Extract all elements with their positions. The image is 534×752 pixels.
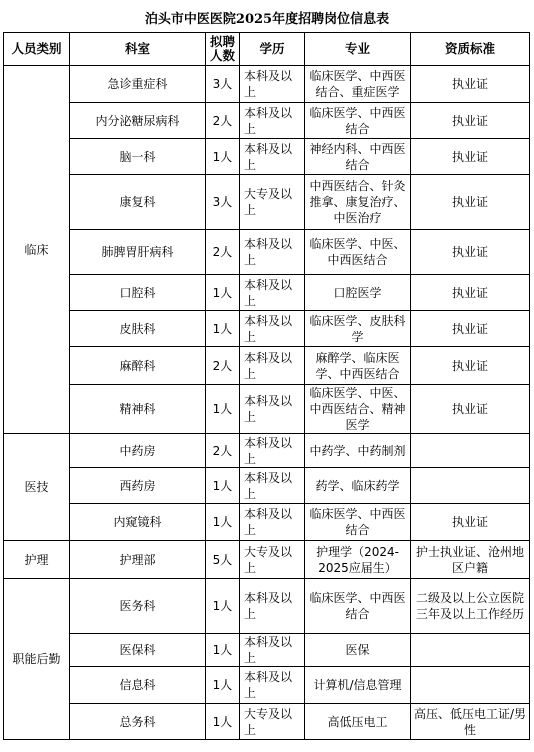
dept-cell: 内窥镜科	[70, 504, 206, 541]
edu-cell: 本科及以上	[240, 468, 305, 504]
count-cell: 2人	[206, 103, 240, 139]
qual-cell: 执业证	[411, 230, 530, 275]
edu-cell: 本科及以上	[240, 66, 305, 103]
dept-cell: 医务科	[70, 579, 206, 634]
dept-cell: 护理部	[70, 541, 206, 579]
table-row	[4, 541, 530, 579]
category-cell: 医技	[4, 434, 70, 541]
header-category: 人员类别	[4, 33, 70, 66]
major-cell: 临床医学、中医、中西医结合	[305, 230, 411, 275]
qual-cell: 执业证	[411, 139, 530, 175]
dept-cell: 急诊重症科	[70, 66, 206, 103]
edu-cell: 本科及以上	[240, 311, 305, 347]
major-cell: 中药学、中药制剂	[305, 434, 411, 468]
count-cell: 1人	[206, 275, 240, 311]
qual-cell: 执业证	[411, 66, 530, 103]
dept-cell: 医保科	[70, 634, 206, 667]
major-cell: 高低压电工	[305, 704, 411, 740]
edu-cell: 本科及以上	[240, 667, 305, 704]
header-major: 专业	[305, 33, 411, 66]
dept-cell: 中药房	[70, 434, 206, 468]
qual-cell: 执业证	[411, 385, 530, 434]
table-row	[4, 704, 530, 740]
table-row	[4, 66, 530, 103]
edu-cell: 大专及以上	[240, 175, 305, 230]
qual-cell	[411, 468, 530, 504]
table-row	[4, 504, 530, 541]
table-row	[4, 230, 530, 275]
table-row	[4, 434, 530, 468]
count-cell: 1人	[206, 468, 240, 504]
qual-cell: 执业证	[411, 347, 530, 385]
count-cell: 1人	[206, 579, 240, 634]
major-cell: 临床医学、中西医结合	[305, 579, 411, 634]
count-cell: 1人	[206, 634, 240, 667]
count-cell: 1人	[206, 667, 240, 704]
major-cell: 临床医学、皮肤科学	[305, 311, 411, 347]
qual-cell	[411, 434, 530, 468]
qual-cell: 护士执业证、沧州地区户籍	[411, 541, 530, 579]
qual-cell: 二级及以上公立医院三年及以上工作经历	[411, 579, 530, 634]
header-qual: 资质标准	[411, 33, 530, 66]
major-cell: 临床医学、中西医结合	[305, 504, 411, 541]
dept-cell: 精神科	[70, 385, 206, 434]
qual-cell: 执业证	[411, 175, 530, 230]
dept-cell: 西药房	[70, 468, 206, 504]
dept-cell: 脑一科	[70, 139, 206, 175]
major-cell: 医保	[305, 634, 411, 667]
count-cell: 3人	[206, 175, 240, 230]
edu-cell: 本科及以上	[240, 504, 305, 541]
major-cell: 神经内科、中西医结合	[305, 139, 411, 175]
count-cell: 1人	[206, 704, 240, 740]
page-title: 泊头市中医医院2025年度招聘岗位信息表	[144, 12, 390, 27]
count-cell: 1人	[206, 311, 240, 347]
table-row	[4, 311, 530, 347]
table-row	[4, 385, 530, 434]
edu-cell: 本科及以上	[240, 434, 305, 468]
header-count: 拟聘 人数	[206, 33, 240, 66]
qual-cell: 执业证	[411, 311, 530, 347]
major-cell: 临床医学、中西医结合、重症医学	[305, 66, 411, 103]
major-cell: 计算机/信息管理	[305, 667, 411, 704]
count-cell: 1人	[206, 139, 240, 175]
dept-cell: 总务科	[70, 704, 206, 740]
table-row	[4, 347, 530, 385]
category-cell: 职能后勤	[4, 579, 70, 740]
dept-cell: 肺脾胃肝病科	[70, 230, 206, 275]
table-row	[4, 139, 530, 175]
count-cell: 1人	[206, 504, 240, 541]
major-cell: 药学、临床药学	[305, 468, 411, 504]
qual-cell: 高压、低压电工证/男性	[411, 704, 530, 740]
qual-cell	[411, 634, 530, 667]
edu-cell: 大专及以上	[240, 704, 305, 740]
count-cell: 3人	[206, 66, 240, 103]
major-cell: 口腔医学	[305, 275, 411, 311]
edu-cell: 本科及以上	[240, 275, 305, 311]
count-cell: 5人	[206, 541, 240, 579]
table-row	[4, 275, 530, 311]
table-row	[4, 468, 530, 504]
dept-cell: 康复科	[70, 175, 206, 230]
edu-cell: 本科及以上	[240, 579, 305, 634]
category-cell: 护理	[4, 541, 70, 579]
edu-cell: 本科及以上	[240, 103, 305, 139]
dept-cell: 麻醉科	[70, 347, 206, 385]
dept-cell: 信息科	[70, 667, 206, 704]
header-edu: 学历	[240, 33, 305, 66]
table-row	[4, 634, 530, 667]
dept-cell: 皮肤科	[70, 311, 206, 347]
edu-cell: 本科及以上	[240, 139, 305, 175]
edu-cell: 本科及以上	[240, 230, 305, 275]
table-row	[4, 579, 530, 634]
qual-cell	[411, 667, 530, 704]
edu-cell: 本科及以上	[240, 347, 305, 385]
table-row	[4, 175, 530, 230]
dept-cell: 口腔科	[70, 275, 206, 311]
count-cell: 2人	[206, 347, 240, 385]
edu-cell: 本科及以上	[240, 385, 305, 434]
table-row	[4, 667, 530, 704]
header-dept: 科室	[70, 33, 206, 66]
qual-cell: 执业证	[411, 504, 530, 541]
major-cell: 中西医结合、针灸推拿、康复治疗、中医治疗	[305, 175, 411, 230]
major-cell: 护理学（2024-2025应届生）	[305, 541, 411, 579]
table-row	[4, 103, 530, 139]
major-cell: 临床医学、中医、中西医结合、精神医学	[305, 385, 411, 434]
count-cell: 1人	[206, 385, 240, 434]
edu-cell: 大专及以上	[240, 541, 305, 579]
qual-cell: 执业证	[411, 103, 530, 139]
category-cell: 临床	[4, 66, 70, 434]
qual-cell: 执业证	[411, 275, 530, 311]
edu-cell: 本科及以上	[240, 634, 305, 667]
dept-cell: 内分泌糖尿病科	[70, 103, 206, 139]
count-cell: 2人	[206, 230, 240, 275]
header-row	[4, 33, 530, 66]
recruitment-table	[3, 32, 530, 740]
major-cell: 临床医学、中西医结合	[305, 103, 411, 139]
major-cell: 麻醉学、临床医学、中西医结合	[305, 347, 411, 385]
count-cell: 2人	[206, 434, 240, 468]
